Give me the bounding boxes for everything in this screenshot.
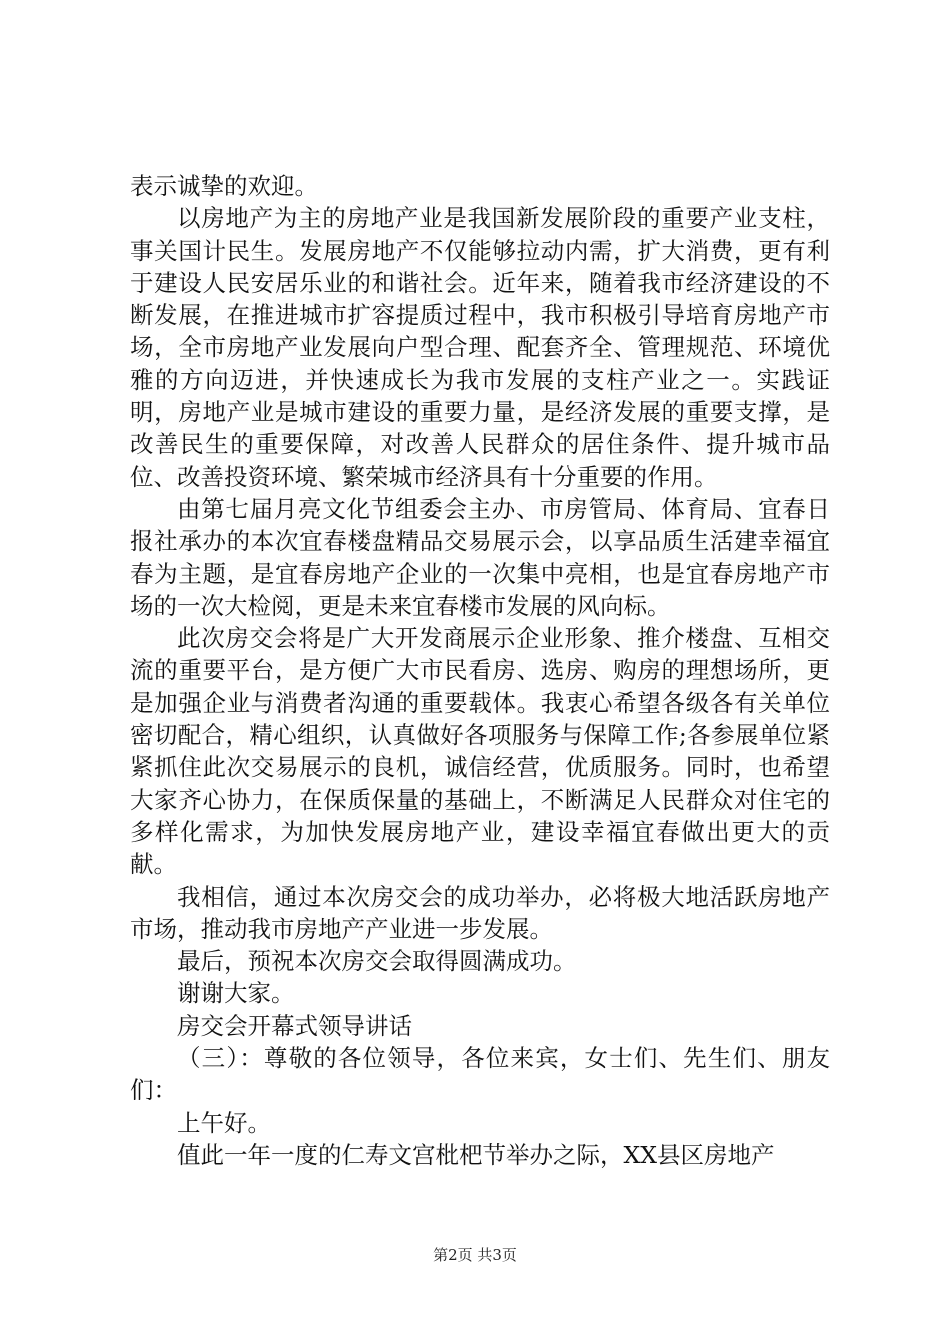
paragraph-salutation: （三）：尊敬的各位领导，各位来宾，女士们、先生们、朋友们： [130,1044,830,1105]
paragraph-thanks: 谢谢大家。 [177,979,295,1008]
section-heading: 房交会开幕式领导讲话 [177,1011,412,1040]
document-body [130,170,830,1171]
paragraph-exhibition-organizers: 由第七届月亮文化节组委会主办、市房管局、体育局、宜春日报社承办的本次宜春楼盘精品交易展示会，以享品质生活建幸福宜春为主题，是宜春房地产企业的一次集中亮相，也是宜春房地产市场的一次大检阅，更是未来宜春楼市发展的风向标。 [130,494,830,620]
paragraph-real-estate-pillar: 以房地产为主的房地产业是我国新发展阶段的重要产业支柱，事关国计民生。发展房地产不仅能够拉动内需，扩大消费，更有利于建设人民安居乐业的和谐社会。近年来，随着我市经济建设的不断发展，在推进城市扩容提质过程中，我市积极引导培育房地产市场，全市房地产业发展向户型合理、配套齐全、管理规范、环境优雅的方向迈进，并快速成长为我市发展的支柱产业之一。实践证明，房地产业是城市建设的重要力量，是经济发展的重要支撑，是改善民生的重要保障，对改善人民群众的居住条件、提升城市品位、改善投资环境、繁荣城市经济具有十分重要的作用。 [130,204,830,491]
page-number-footer: 第2页 共3页 [433,1246,517,1264]
paragraph-continuation: 表示诚挚的欢迎。 [130,172,318,200]
paragraph-confidence: 我相信，通过本次房交会的成功举办，必将极大地活跃房地产市场，推动我市房地产产业进一步发展。 [130,882,830,943]
paragraph-festival-intro: 值此一年一度的仁寿文宫枇杷节举办之际，XX县区房地产 [177,1140,775,1169]
paragraph-wishes: 最后，预祝本次房交会取得圆满成功。 [177,947,577,976]
paragraph-greeting: 上午好。 [177,1108,271,1137]
paragraph-exhibition-platform: 此次房交会将是广大开发商展示企业形象、推介楼盘、互相交流的重要平台，是方便广大市民看房、选房、购房的理想场所，更是加强企业与消费者沟通的重要载体。我衷心希望各级各有关单位密切配合，精心组织，认真做好各项服务与保障工作;各参展单位紧紧抓住此次交易展示的良机，诚信经营，优质服务。同时，也希望大家齐心协力，在保质保量的基础上，不断满足人民群众对住宅的多样化需求，为加快发展房地产业，建设幸福宜春做出更大的贡献。 [130,624,830,879]
